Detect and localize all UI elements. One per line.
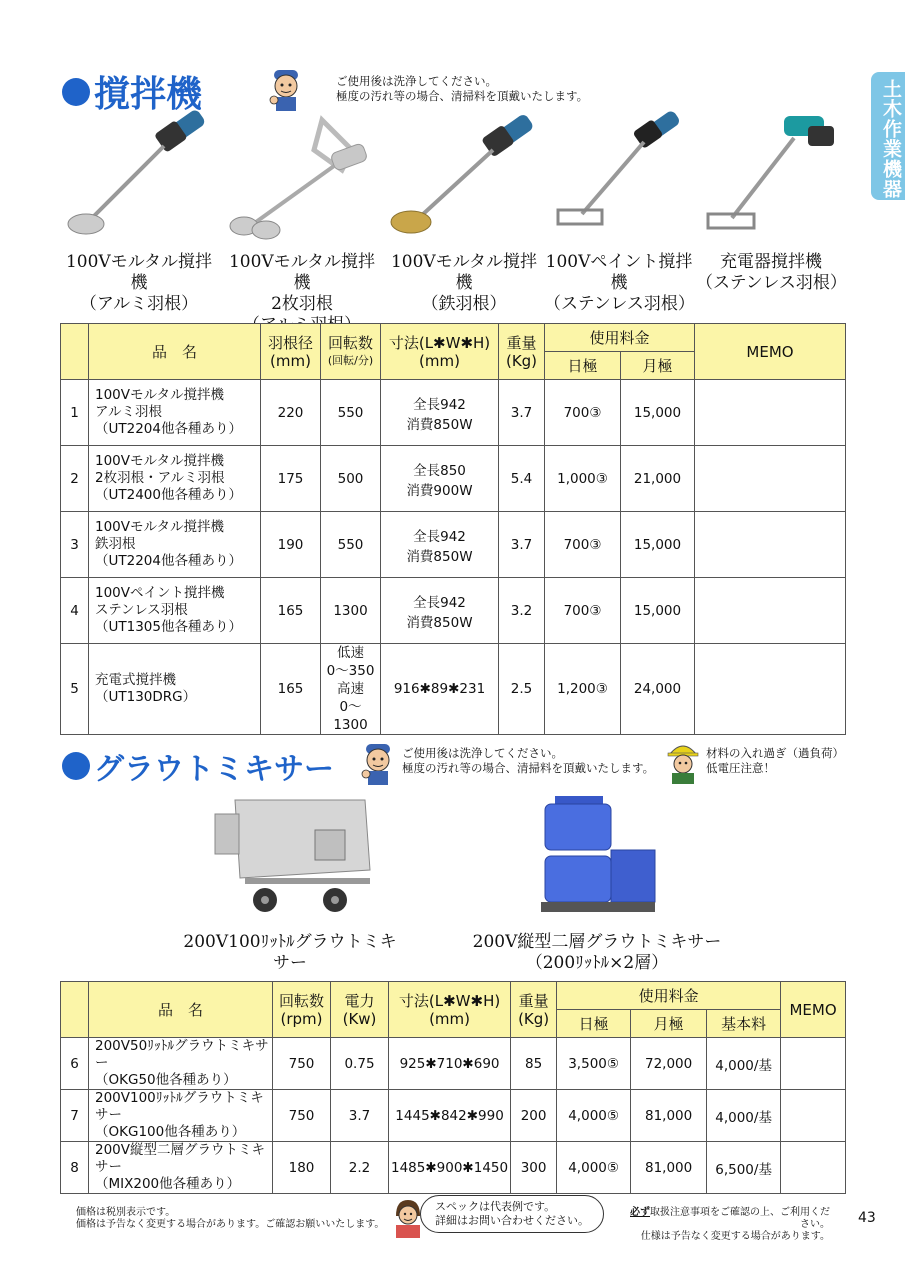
spec-speech-bubble — [420, 1195, 604, 1233]
cell-size: 925✱710✱690 — [389, 1038, 511, 1090]
product-label-5-line2: （ステンレス羽根） — [696, 273, 847, 293]
care-note-2-line2: 極度の汚れ等の場合、清掃料を頂戴いたします。 — [402, 761, 655, 775]
mixer-iron-blade-image — [385, 110, 545, 250]
cell-blade: 165 — [261, 644, 321, 735]
cell-blade: 175 — [261, 446, 321, 512]
cell-weight: 5.4 — [499, 446, 545, 512]
cell-name-line3: （UT1305他各種あり） — [95, 619, 242, 635]
product-label-5 — [696, 252, 846, 294]
grout-mixer-vertical-image — [535, 790, 660, 920]
product-label-5-line1: 充電器撹拌機 — [720, 252, 822, 272]
cell-no: 5 — [61, 644, 89, 735]
cell-month: 72,000 — [631, 1038, 707, 1090]
cell-weight: 200 — [511, 1090, 557, 1142]
mixer-spec-table — [60, 323, 846, 735]
th-power — [331, 982, 389, 1038]
cell-rpm: 750 — [273, 1090, 331, 1142]
cell-no: 6 — [61, 1038, 89, 1090]
th-rpm — [273, 982, 331, 1038]
cell-size-line1: 全長942 — [413, 594, 466, 611]
th-weight — [499, 324, 545, 380]
mixer-alu-blade-image — [60, 110, 220, 250]
cell-blade: 165 — [261, 578, 321, 644]
cell-month: 15,000 — [621, 578, 695, 644]
cell-month: 15,000 — [621, 380, 695, 446]
th-weight-label: 重量 — [518, 991, 549, 1010]
product-label-3-line2: （鉄羽根） — [421, 294, 507, 314]
cell-name-line1: 200V100ﾘｯﾄﾙグラウトミキサー — [95, 1090, 264, 1123]
cell-name — [89, 578, 261, 644]
th-blade-label: 羽根径 — [267, 333, 313, 352]
cell-name-line2: アルミ羽根 — [95, 404, 162, 420]
product-label-4 — [544, 252, 694, 315]
cell-size — [381, 446, 499, 512]
cell-month: 81,000 — [631, 1090, 707, 1142]
cell-size — [381, 512, 499, 578]
cell-no: 2 — [61, 446, 89, 512]
cell-weight: 2.5 — [499, 644, 545, 735]
footer-price-note: 価格は予告なく変更する場合があります。ご確認お願いいたします。 — [76, 1219, 385, 1230]
cell-rpm: 550 — [321, 512, 381, 578]
cell-no: 7 — [61, 1090, 89, 1142]
cell-no: 3 — [61, 512, 89, 578]
product-label-1 — [58, 252, 220, 315]
cell-size — [381, 380, 499, 446]
cell-base: 4,000/基 — [707, 1038, 781, 1090]
cell-no: 1 — [61, 380, 89, 446]
cell-size-line1: 全長942 — [413, 396, 466, 413]
cell-rpm: 180 — [273, 1142, 331, 1194]
spec-bubble-line2: 詳細はお問い合わせください。 — [435, 1214, 589, 1227]
cell-name-line1: 100Vモルタル撹拌機 — [95, 453, 224, 469]
cell-size-line2: 消費850W — [406, 614, 473, 631]
table-row — [61, 578, 846, 644]
cell-size: 916✱89✱231 — [381, 644, 499, 735]
cell-name — [89, 380, 261, 446]
th-month: 月極 — [631, 1010, 707, 1038]
cell-size: 1445✱842✱990 — [389, 1090, 511, 1142]
th-rpm-unit: (回転/分) — [327, 353, 374, 367]
product-label-3 — [384, 252, 544, 315]
cell-rpm: 750 — [273, 1038, 331, 1090]
overload-warning-line2: 低電圧注意！ — [706, 761, 775, 775]
th-weight-unit: (Kg) — [505, 351, 538, 370]
table-row — [61, 380, 846, 446]
grout-product-label-2-line1: 200V縦型二層グラウトミキサー — [472, 932, 722, 952]
care-note-line2: 極度の汚れ等の場合、清掃料を頂戴いたします。 — [336, 89, 589, 103]
th-blade-unit: (mm) — [270, 351, 311, 370]
cell-name-line1: 100Vペイント撹拌機 — [95, 585, 225, 601]
th-day: 日極 — [557, 1010, 631, 1038]
cell-day: 1,200③ — [545, 644, 621, 735]
th-no — [61, 982, 89, 1038]
grout-spec-table — [60, 981, 846, 1194]
cell-size-line2: 消費850W — [406, 548, 473, 565]
th-size-label: 寸法(L✱W✱H) — [388, 333, 491, 352]
cell-name-line1: 100Vモルタル撹拌機 — [95, 519, 224, 535]
care-note — [336, 74, 588, 104]
footer-right-notes — [624, 1207, 830, 1243]
cell-month: 24,000 — [621, 644, 695, 735]
grout-product-label-2 — [466, 932, 728, 974]
section-title-text: グラウトミキサー — [94, 752, 334, 787]
cell-memo[interactable] — [781, 1142, 846, 1194]
cell-name-line2: 2枚羽根・アルミ羽根 — [95, 470, 225, 486]
th-weight-unit: (Kg) — [518, 1009, 550, 1028]
cell-size — [381, 578, 499, 644]
cell-memo[interactable] — [781, 1090, 846, 1142]
cell-weight: 300 — [511, 1142, 557, 1194]
cell-memo[interactable] — [695, 512, 846, 578]
th-power-label: 電力 — [344, 991, 375, 1010]
cell-name — [89, 644, 261, 735]
cell-name-line2: （OKG50他各種あり） — [95, 1072, 237, 1088]
th-rpm-label: 回転数 — [327, 333, 373, 352]
cell-size-line1: 全長942 — [413, 528, 466, 545]
th-memo: MEMO — [695, 324, 846, 380]
th-memo: MEMO — [781, 982, 846, 1038]
spec-bubble-line1: スペックは代表例です。 — [435, 1200, 556, 1213]
th-size-label: 寸法(L✱W✱H) — [398, 991, 501, 1010]
product-label-3-line1: 100Vモルタル撹拌機 — [390, 252, 538, 293]
th-no — [61, 324, 89, 380]
cell-name-line2: （OKG100他各種あり） — [95, 1124, 246, 1140]
care-note-2 — [402, 746, 654, 776]
cell-rpm-line1: 低速 — [337, 645, 364, 661]
cell-blade: 220 — [261, 380, 321, 446]
cell-weight: 3.7 — [499, 512, 545, 578]
product-label-4-line1: 100Vペイント撹拌機 — [545, 252, 693, 293]
cell-memo[interactable] — [695, 578, 846, 644]
cell-name-line3: （UT2204他各種あり） — [95, 553, 242, 569]
cell-memo[interactable] — [695, 380, 846, 446]
cell-weight: 85 — [511, 1038, 557, 1090]
cell-power: 2.2 — [331, 1142, 389, 1194]
cell-day: 4,000⑤ — [557, 1090, 631, 1142]
grout-product-label-1-line1: 200V100ﾘｯﾄﾙグラウトミキサー — [183, 932, 397, 973]
cell-name-line2: ステンレス羽根 — [95, 602, 188, 618]
cell-day: 700③ — [545, 578, 621, 644]
category-side-tab[interactable]: 土木作業機器 — [871, 72, 905, 200]
care-note-line1: ご使用後は洗浄してください。 — [336, 74, 497, 88]
cell-size-line1: 全長850 — [413, 462, 466, 479]
table-row — [61, 1090, 846, 1142]
th-rpm — [321, 324, 381, 380]
cell-no: 8 — [61, 1142, 89, 1194]
th-size — [389, 982, 511, 1038]
cell-no: 4 — [61, 578, 89, 644]
cell-rpm-line4: 0～1300 — [333, 699, 368, 733]
cell-base: 4,000/基 — [707, 1090, 781, 1142]
product-label-1-line1: 100Vモルタル撹拌機 — [65, 252, 213, 293]
care-note-2-line1: ご使用後は洗浄してください。 — [402, 746, 563, 760]
cell-name — [89, 1038, 273, 1090]
th-base: 基本料 — [707, 1010, 781, 1038]
cell-name-line1: 200V50ﾘｯﾄﾙグラウトミキサー — [95, 1038, 269, 1071]
cell-month: 81,000 — [631, 1142, 707, 1194]
cell-day: 700③ — [545, 512, 621, 578]
cell-day: 4,000⑤ — [557, 1142, 631, 1194]
cell-memo[interactable] — [695, 644, 846, 735]
worker-face-icon — [268, 68, 304, 112]
cell-rpm-line2: 0～350 — [326, 663, 375, 679]
th-power-unit: (Kw) — [342, 1009, 377, 1028]
cell-rpm: 550 — [321, 380, 381, 446]
page-number: 43 — [858, 1210, 876, 1226]
cell-memo[interactable] — [695, 446, 846, 512]
cell-name-line1: 200V縦型二層グラウトミキサー — [95, 1142, 266, 1175]
cell-base: 6,500/基 — [707, 1142, 781, 1194]
mixer-paint-image — [548, 110, 698, 250]
table-row — [61, 1038, 846, 1090]
overload-warning-line1: 材料の入れ過ぎ（過負荷） — [706, 746, 844, 760]
section-title-grout — [62, 744, 334, 788]
th-size-unit: (mm) — [429, 1009, 471, 1028]
th-blade — [261, 324, 321, 380]
cell-name — [89, 1090, 273, 1142]
mixer-cordless-image — [700, 110, 850, 250]
grout-product-label-2-line2: （200ﾘｯﾄﾙ×2層） — [525, 953, 669, 973]
grout-product-label-1 — [180, 932, 400, 974]
worker-face-icon — [360, 742, 396, 786]
cell-day: 3,500⑤ — [557, 1038, 631, 1090]
th-size-unit: (mm) — [419, 351, 460, 370]
cell-name-line2: （MIX200他各種あり） — [95, 1176, 241, 1192]
grout-mixer-100l-image — [205, 790, 380, 925]
th-fee: 使用料金 — [545, 324, 695, 352]
cell-rpm-line3: 高速 — [337, 681, 364, 697]
cell-size: 1485✱900✱1450 — [389, 1142, 511, 1194]
cell-month: 15,000 — [621, 512, 695, 578]
table-row — [61, 446, 846, 512]
th-day: 日極 — [545, 352, 621, 380]
cell-name-line3: （UT2204他各種あり） — [95, 421, 242, 437]
cell-memo[interactable] — [781, 1038, 846, 1090]
cell-name-line1: 100Vモルタル撹拌機 — [95, 387, 224, 403]
cell-day: 700③ — [545, 380, 621, 446]
th-rpm-unit: (rpm) — [280, 1009, 323, 1028]
product-label-2-line1: 100Vモルタル撹拌機 — [228, 252, 376, 293]
cell-name-line2: 鉄羽根 — [95, 536, 136, 552]
cell-day: 1,000③ — [545, 446, 621, 512]
cell-size-line2: 消費900W — [406, 482, 473, 499]
footer-caution-em: 必ず — [630, 1207, 650, 1218]
th-size — [381, 324, 499, 380]
hardhat-worker-icon — [666, 740, 700, 784]
th-weight — [511, 982, 557, 1038]
cell-rpm — [321, 644, 381, 735]
th-name: 品 名 — [89, 982, 273, 1038]
cell-rpm: 1300 — [321, 578, 381, 644]
table-row — [61, 512, 846, 578]
footer-caution-line — [624, 1207, 830, 1231]
footer-left-notes — [76, 1207, 384, 1231]
cell-name-line2: （UT130DRG） — [95, 689, 197, 705]
cell-blade: 190 — [261, 512, 321, 578]
footer-spec-change-note: 仕様は予告なく変更する場合があります。 — [640, 1231, 830, 1242]
cell-month: 21,000 — [621, 446, 695, 512]
footer-tax-note: 価格は税別表示です。 — [76, 1207, 176, 1218]
table-row — [61, 644, 846, 735]
th-month: 月極 — [621, 352, 695, 380]
table-row — [61, 1142, 846, 1194]
cell-name — [89, 512, 261, 578]
cell-name-line1: 充電式撹拌機 — [95, 672, 176, 688]
th-name: 品 名 — [89, 324, 261, 380]
th-fee: 使用料金 — [557, 982, 781, 1010]
th-rpm-label: 回転数 — [278, 991, 324, 1010]
mixer-2blade-image — [222, 110, 382, 250]
footer-caution-text: 取扱注意事項をご確認の上、ご利用ください。 — [650, 1207, 830, 1230]
overload-warning — [706, 746, 844, 776]
cell-power: 0.75 — [331, 1038, 389, 1090]
th-weight-label: 重量 — [506, 333, 537, 352]
product-label-4-line2: （ステンレス羽根） — [544, 294, 695, 314]
cell-rpm: 500 — [321, 446, 381, 512]
bullet-dot-icon — [62, 752, 90, 780]
cell-power: 3.7 — [331, 1090, 389, 1142]
cell-weight: 3.7 — [499, 380, 545, 446]
cell-name — [89, 1142, 273, 1194]
cell-name-line3: （UT2400他各種あり） — [95, 487, 242, 503]
cell-size-line2: 消費850W — [406, 416, 473, 433]
section-title-text: 撹拌機 — [94, 74, 203, 115]
product-label-1-line2: （アルミ羽根） — [79, 294, 199, 314]
bullet-dot-icon — [62, 78, 90, 106]
product-label-2-line2: 2枚羽根 — [271, 294, 333, 314]
cell-weight: 3.2 — [499, 578, 545, 644]
cell-name — [89, 446, 261, 512]
